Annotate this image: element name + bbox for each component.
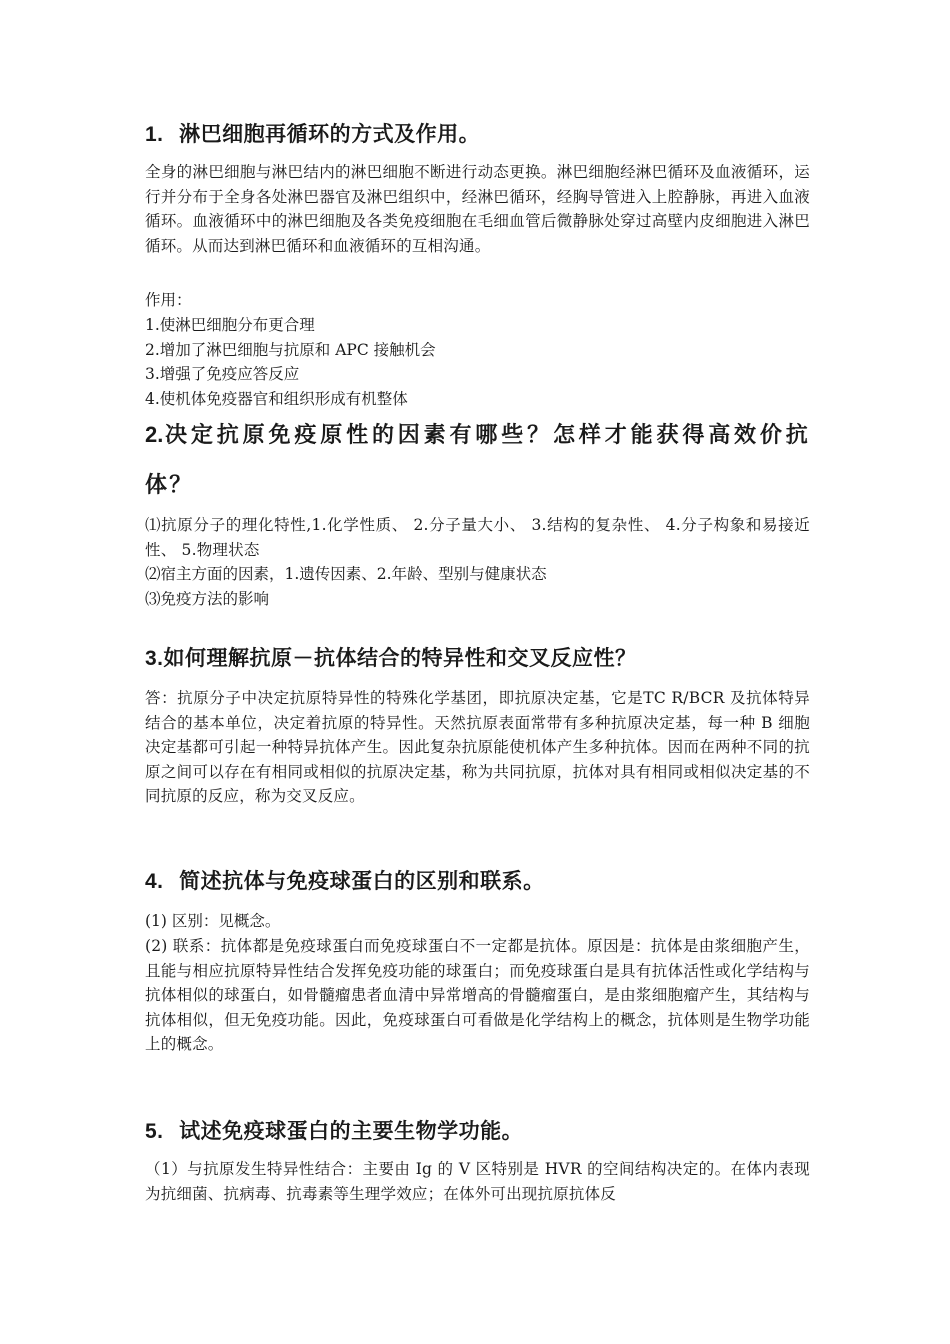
section-3-title: 如何理解抗原－抗体结合的特异性和交叉反应性？ — [163, 645, 637, 670]
section-1-title: 淋巴细胞再循环的方式及作用。 — [179, 121, 481, 146]
section-1-item-2: 2.增加了淋巴细胞与抗原和 APC 接触机会 — [145, 341, 436, 359]
section-1-number: 1. — [145, 123, 164, 146]
section-5-heading — [145, 1116, 523, 1147]
section-2-item-1: ⑴抗原分子的理化特性,1.化学性质、 2.分子量大小、 3.结构的复杂性、 4.分子构象和易接近性、 5.物理状态 — [145, 516, 810, 559]
section-5-number: 5. — [145, 1120, 164, 1143]
section-4-number: 4. — [145, 870, 164, 893]
section-4-item-2: (2) 联系：抗体都是免疫球蛋白而免疫球蛋白不一定都是抗体。原因是：抗体是由浆细胞产生，且能与相应抗原特异性结合发挥免疫功能的球蛋白；而免疫球蛋白是具有抗体活性或化学结构与抗体相似的球蛋白，如骨髓瘤患者血清中异常增高的骨髓瘤蛋白，是由浆细胞瘤产生，其结构与抗体相似，但无免疫功能。因此，免疫球蛋白可看做是化学结构上的概念，抗体则是生物学功能上的概念。 — [145, 937, 810, 1054]
section-4-title: 简述抗体与免疫球蛋白的区别和联系。 — [179, 868, 545, 893]
section-2-item-2: ⑵宿主方面的因素，1.遗传因素、2.年龄、型别与健康状态 — [145, 565, 547, 583]
section-3-body: 答：抗原分子中决定抗原特异性的特殊化学基团，即抗原决定基，它是TC R/BCR 及抗体特异结合的基本单位，决定着抗原的特异性。天然抗原表面常带有多种抗原决定基，每一种 B 细胞决定基都可引起一种特异抗体产生。因此复杂抗原能使机体产生多种抗体。因而在两种不同的抗原之间可以存在有相同或相似的抗原决定基，称为共同抗原，抗体对具有相同或相似决定基的不同抗原的反应，称为交叉反应。 — [145, 689, 810, 806]
section-3-number: 3. — [145, 647, 164, 670]
section-2-number: 2. — [145, 422, 164, 447]
section-5-title: 试述免疫球蛋白的主要生物学功能。 — [179, 1118, 524, 1143]
section-4-heading — [145, 866, 545, 897]
section-1-heading — [145, 119, 480, 150]
section-2-title: 决定抗原免疫原性的因素有哪些？怎样才能获得高效价抗体？ — [145, 422, 810, 498]
section-1-item-4: 4.使机体免疫器官和组织形成有机整体 — [145, 390, 408, 408]
section-1-item-1: 1.使淋巴细胞分布更合理 — [145, 316, 315, 334]
section-2-item-3: ⑶免疫方法的影响 — [145, 590, 270, 608]
section-2-heading — [145, 410, 810, 510]
section-1-item-3: 3.增强了免疫应答反应 — [145, 365, 300, 383]
section-4-item-1: (1) 区别：见概念。 — [145, 912, 281, 930]
section-3-heading — [145, 643, 637, 674]
section-1-role-label: 作用： — [145, 291, 192, 309]
section-5-body: （1）与抗原发生特异性结合：主要由 Ig 的 V 区特别是 HVR 的空间结构决定的。在体内表现为抗细菌、抗病毒、抗毒素等生理学效应；在体外可出现抗原抗体反 — [145, 1160, 810, 1203]
section-1-body: 全身的淋巴细胞与淋巴结内的淋巴细胞不断进行动态更换。淋巴细胞经淋巴循环及血液循环，运行并分布于全身各处淋巴器官及淋巴组织中，经淋巴循环，经胸导管进入上腔静脉，再进入血液循环。血液循环中的淋巴细胞及各类免疫细胞在毛细血管后微静脉处穿过高壁内皮细胞进入淋巴循环。从而达到淋巴循环和血液循环的互相沟通。 — [145, 163, 810, 255]
